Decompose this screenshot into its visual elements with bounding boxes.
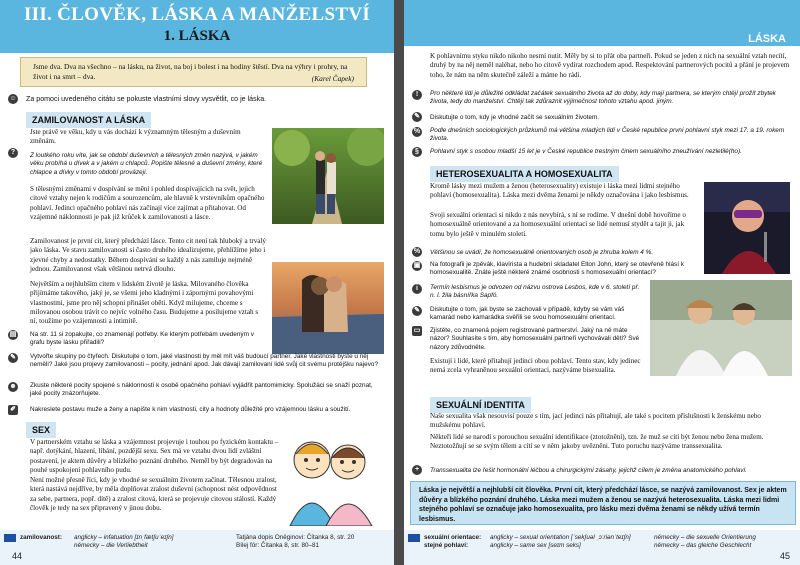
section-heading-identity: SEXUÁLNÍ IDENTITA	[430, 397, 531, 413]
footer-reference-2: Bílej fór: Čítanka 8, str. 80–81	[236, 542, 319, 549]
theatre-icon: ☻	[9, 383, 17, 390]
cartoon-couple-illustration	[282, 430, 378, 526]
book-spine	[394, 0, 404, 565]
footer-english-2: anglicky – same sex [seɪm seks]	[490, 542, 581, 549]
task-drawing: Nakreslete postavu muže a ženy a napište k nim vlastnosti, city a hodnoty důležité pro vzájemnou lásku a soužití.	[30, 406, 351, 413]
task-discuss-start: Diskutujte o tom, kdy je vhodné začít se sexuálním životem.	[430, 114, 600, 121]
eu-flag-icon	[4, 534, 16, 542]
page-tag: LÁSKA	[748, 33, 786, 45]
vocabulary-footer	[404, 530, 800, 565]
paragraph-consent: K pohlavnímu styku nikdo nikoho nesmí nutit. Měly by si to přát oba partneři. Pokud se jeden z nich na sexuální vztah necítí, druhý by na něj neměl naléhat, nebo ho citově vydírat rozchodem apod. Respektování partnerových pocitů a přání je projevem toho, že nám na něm skutečně záleží a máme ho rádi.	[430, 52, 790, 79]
paragraph-transsexuality: Někteří lidé se narodí s porouchou sexuální identifikace (ztotožnění), tzn. že muž se cítí být ženou nebo žena mužem. Neztotožňují se se svým tělem a cítí se v něm jakoby uvězněni. Tuto poruchu nazýváme transsexualita.	[430, 433, 764, 451]
page-number-left: 44	[12, 551, 23, 561]
chapter-title: III. ČLOVĚK, LÁSKA A MANŽELSTVÍ	[23, 4, 371, 25]
intro-text: Za pomoci uvedeného citátu se pokuste vlastními slovy vysvětlit, co je láska.	[26, 95, 267, 103]
percent-icon: %	[413, 248, 421, 255]
group-icon: ☺	[9, 95, 17, 102]
info-icon: i	[412, 284, 422, 294]
section-heading-orientation: HETEROSEXUALITA A HOMOSEXUALITA	[430, 166, 619, 182]
book-icon: ▤	[9, 331, 17, 338]
paragraph-orientation: Svoji sexuální orientaci si nikdo z nás nevybírá, s ní se rodíme. V dnešní době hovoříme o homosexuálně orientované a za homosexuální orientaci se lidé nemusí stydět a tajit ji, jak tomu bylo ještě v minulém století.	[430, 211, 686, 238]
wedding-photo	[650, 280, 792, 376]
quote-box	[20, 57, 367, 87]
task-needs: Na str. 11 si zopakujte, co znamenají potřeby. Ke kterým potřebám uvedeným v grafu byste lásku přiřadili?	[30, 331, 254, 347]
paragraph-bisexuality: Existují i lidé, které přitahují jedinci obou pohlaví. Tento stav, kdy jedinec nemá zcela vyhraněnou sexuální orientaci, nazýváme bisexualita.	[430, 357, 641, 375]
medical-icon: +	[412, 465, 422, 475]
note-percentage: Většinou se uvádí, že homosexuálně orientovaných osob je zhruba kolem 4 %.	[430, 249, 654, 256]
couple-kissing-photo	[272, 262, 384, 354]
discussion-icon: ✎	[412, 306, 422, 316]
task-friend-confides: Diskutujte o tom, jak byste se zachovali v případě, kdyby se vám váš kamarád nebo kamarádka svěřili se svou homosexuální orientací.	[430, 306, 625, 322]
footer-term-2: stejné pohlaví:	[424, 542, 469, 549]
paragraph-4: Zamilovanost je první cit, který předchází lásce. Tento cit není tak hluboký a trvalý jako láska. Ve stavu zamilovanosti si často druhého idealizujeme, přehlížíme jeho i zjevné chyby a nedostatky. Během dospívání se každý z nás zamiluje nejméně jednou. Zamilovanost však většinou netrvá dlouho.	[30, 237, 266, 273]
section-subtitle: 1. LÁSKA	[163, 28, 231, 44]
computer-icon: ▭	[413, 327, 421, 334]
left-page	[0, 0, 394, 565]
task-groups: Vytvořte skupiny po čtyřech. Diskutujte o tom, jaké vlastnosti by měl mít váš budoucí partner. Jaké vlastnosti byste u něj neměli? Jaké jsou projevy zamilovanosti – pocity, jednání apod. Jak dávají zamilovaní lidé svůj cit svému protějšku najevo?	[30, 353, 378, 369]
couple-walking-photo	[272, 128, 384, 224]
page-header	[404, 0, 800, 46]
paragraph-2: Z loutkého roku víte, jak se období duševních a tělesných změn nazývá, v jakém věku probíhá u dívek a v jakém u chlapců. Popište tělesné a duševní změny, které chlapce a dívky v tomto období provázejí.	[30, 152, 263, 176]
paragraph-5: Největším a nejhlubším citem v lidském životě je láska. Milovaného člověka přijímáme takového, jaký je, se všemi jeho kladnými i zápornými povahovými vlastnostmi, jsme pro něj schopni přinášet oběti. Když milujeme, chceme s milovanou osobou trávit co nejvíc volného času. Budujeme a posilujeme vztah s ní, toužíme po vzájemnosti a intimitě.	[30, 280, 259, 326]
elton-john-photo	[704, 182, 790, 274]
statistics-icon: %	[413, 128, 421, 135]
paragraph-3: S tělesnými změnami v dospívání se mění i pohled dospívajících na svět, jejich citové vztahy nejen k rodičům a sourozencům, ale hlavně k vrstevníkům opačného pohlaví. Jedinci opačného pohlaví nás začínají více zajímat a přitahovat. Od vzájemné náklonnosti je pak již krůček k zamilovanosti a lásce.	[30, 185, 265, 221]
law-icon: §	[412, 147, 422, 157]
note-law: Pohlavní styk s osobou mladší 15 let je v České republice trestným činem sexuálního zneužívání nezletilé(ho).	[430, 148, 742, 155]
info-icon: !	[412, 90, 422, 100]
discussion-icon: ✎	[412, 112, 422, 122]
drawing-icon: ✐	[8, 405, 18, 415]
footer-german: německy – die Verliebtheit	[74, 542, 148, 549]
question-icon: ?	[8, 148, 18, 158]
footer-german-1: německy – die sexuelle Orientierung	[654, 534, 756, 541]
quote-author: (Karel Čapek)	[311, 73, 354, 83]
footer-term-1: sexuální orientace:	[424, 534, 482, 541]
paragraph-heterosexuality: Kromě lásky mezi mužem a ženou (heterosexuality) existuje i láska mezi lidmi stejného pohlaví (homosexualita). Láska mezi dvěma ženami je někdy označována i jako lesbismus.	[430, 182, 689, 200]
paragraph-identity: Naše sexualita však nesouvisí pouze s tím, jací jedinci nás přitahují, ale také s pocitem příslušnosti k ženskému nebo mužskému pohlaví.	[430, 412, 761, 430]
page-number-right: 45	[779, 551, 790, 561]
summary-box: Láska je největší a nejhlubší cit člověka. První cit, který předchází lásce, se nazývá zamilovanost. Sex je aktem důvěry a blízkého poznání druhého. Láska mezi mužem a ženou se nazývá heterosexualita. Láska mezi lidmi stejného pohlaví se označuje jako homosexualita, pro lásku mezi dvěma ženami se někdy užívá termín lesbismus.	[410, 481, 796, 525]
discussion-icon: ✎	[8, 353, 18, 363]
task-partnership: Zjistěte, co znamená pojem registrované partnerství. Jaký na ně máte názor? Souhlasíte s tím, aby homosexuální partneři vychovávali děti? Své názory zdůvodněte.	[430, 327, 640, 351]
footer-english-1: anglicky – sexual orientation [ˈsekʃuəl ˌɔːriənˈteɪʃn]	[490, 534, 631, 541]
vocabulary-footer	[0, 530, 394, 565]
photo-icon: ▣	[413, 262, 421, 269]
note-elton-john: Na fotografii je zpěvák, klavírista a hudební skladatel Elton John, který se otevřeně hlásí k homosexualitě. Znáte ještě některé známé osobnosti s homosexuální orientací?	[430, 261, 684, 277]
section-heading-sex: SEX	[26, 422, 56, 438]
quote-text: Jsme dva. Dva na všechno – na lásku, na život, na boj i bolest i na hodiny štěstí. Dva na výhry i prohry, na život i na smrt – dva.	[33, 62, 348, 81]
right-page	[404, 0, 800, 565]
paragraph-6: V partnerském vztahu se láska a vzájemnost projevuje i touhou po fyzickém kontaktu – např. dotýkání, hlazení, líbání, pozdější sexu. Sex má ve vztahu dvou lidí zvláštní postavení, je aktem důvěry a blízkého poznání druhého. Neměl by být degradován na pouhé uspokojení pohlavního pudu.	[30, 438, 279, 474]
note-lesbos: Termín lesbismus je odvozen od názvu ostrova Lesbos, kde v 6. století př. n. l. žila básnířka Sapfó.	[430, 284, 640, 300]
footer-term: zamilovanost:	[20, 534, 62, 541]
footer-english: anglicky – infatuation [ɪnˌfætʃuˈeɪʃn]	[74, 534, 174, 541]
note-marriage: Pro některé lidi je důležité odkládat začátek sexuálního života až do doby, kdy mají partnera, se kterým chtějí prožít zbytek života, tedy do manželství. Chtějí tak zdůraznit výjimečnost tohoto vztahu apod. jiným.	[430, 90, 776, 106]
footer-reference-1: Tatjána dopis Oněginovi: Čítanka 8, str. 20	[236, 534, 355, 541]
eu-flag-icon	[408, 534, 420, 542]
note-treatment: Transsexualita lze řešit hormonální léčbou a chirurgickými zásahy, jejichž cílem je změna anatomického pohlaví.	[430, 467, 747, 474]
note-statistics: Podle dnešních sociologických průzkumů má většina mladých lidí v České republice první pohlavní styk mezi 17. a 19. rokem života.	[430, 127, 785, 143]
paragraph-1: Jste právě ve věku, kdy u vás dochází k významným tělesným a duševním změnám.	[30, 128, 241, 146]
task-pantomime: Zkuste některé pocity spojené s náklonností k osobě opačného pohlaví vyjádřit pantomimicky. Spolužáci se snaží poznat, jaké pocity znázorňujete.	[30, 382, 373, 398]
section-heading-zamilovanost: ZAMILOVANOST A LÁSKA	[26, 112, 151, 128]
footer-german-2: německy – das gleiche Geschlecht	[654, 542, 752, 549]
paragraph-7: Není možné přesně říci, kdy je vhodné se sexuálním životem začínat. Tělesnou zralost, která nastává nejdříve, by měla doplňovat zralost duševní (schopnost nést odpovědnost za sebe, partnera, popř. dítě) a zralost citová, která se projevuje citovou stálostí. Každý člověk je tedy na sex připravený v jinou dobu.	[30, 476, 277, 512]
